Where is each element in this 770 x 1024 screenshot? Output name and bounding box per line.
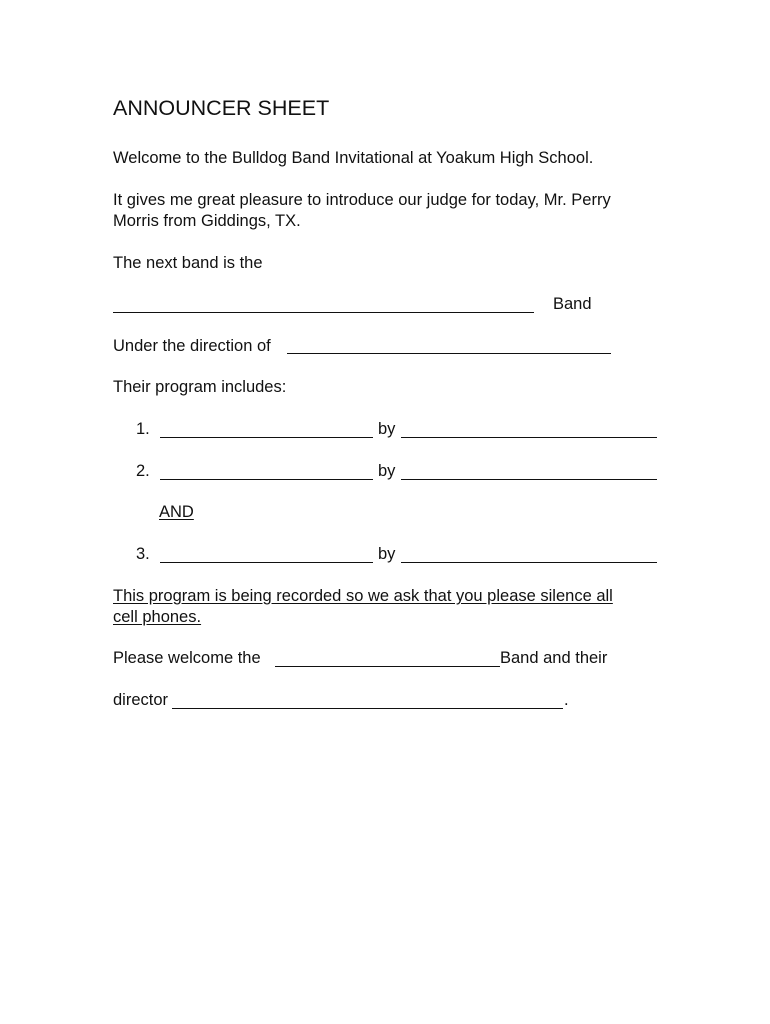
- program-includes-text: Their program includes:: [113, 378, 287, 396]
- director-name-blank[interactable]: [287, 353, 611, 354]
- band-label: Band: [553, 295, 592, 313]
- direction-text: Under the direction of: [113, 337, 271, 355]
- band-name-blank[interactable]: [113, 312, 534, 313]
- recording-notice-line-2: cell phones.: [113, 608, 202, 626]
- welcome-band-blank[interactable]: [275, 666, 500, 667]
- program-piece-blank[interactable]: [160, 437, 373, 438]
- program-piece-blank[interactable]: [160, 479, 373, 480]
- period-mark: .: [564, 691, 569, 709]
- page-title: ANNOUNCER SHEET: [113, 96, 330, 120]
- program-item-number: 2.: [136, 462, 150, 480]
- band-and-their-text: Band and their: [500, 649, 608, 667]
- program-item-number: 1.: [136, 420, 150, 438]
- program-item-number: 3.: [136, 545, 150, 563]
- program-by-label: by: [378, 420, 396, 438]
- intro-text-line-2: Morris from Giddings, TX.: [113, 212, 301, 230]
- intro-text-line-1: It gives me great pleasure to introduce our judge for today, Mr. Perry: [113, 191, 611, 209]
- program-composer-blank[interactable]: [401, 437, 657, 438]
- program-composer-blank[interactable]: [401, 479, 657, 480]
- program-composer-blank[interactable]: [401, 562, 657, 563]
- program-by-label: by: [378, 545, 396, 563]
- welcome-director-blank[interactable]: [172, 708, 563, 709]
- welcome-band-text: Please welcome the: [113, 649, 261, 667]
- and-text: AND: [159, 503, 194, 521]
- welcome-text: Welcome to the Bulldog Band Invitational at Yoakum High School.: [113, 149, 594, 167]
- next-band-text: The next band is the: [113, 254, 263, 272]
- program-by-label: by: [378, 462, 396, 480]
- director-label: director: [113, 691, 169, 709]
- program-piece-blank[interactable]: [160, 562, 373, 563]
- recording-notice-line-1: This program is being recorded so we ask that you please silence all: [113, 587, 613, 605]
